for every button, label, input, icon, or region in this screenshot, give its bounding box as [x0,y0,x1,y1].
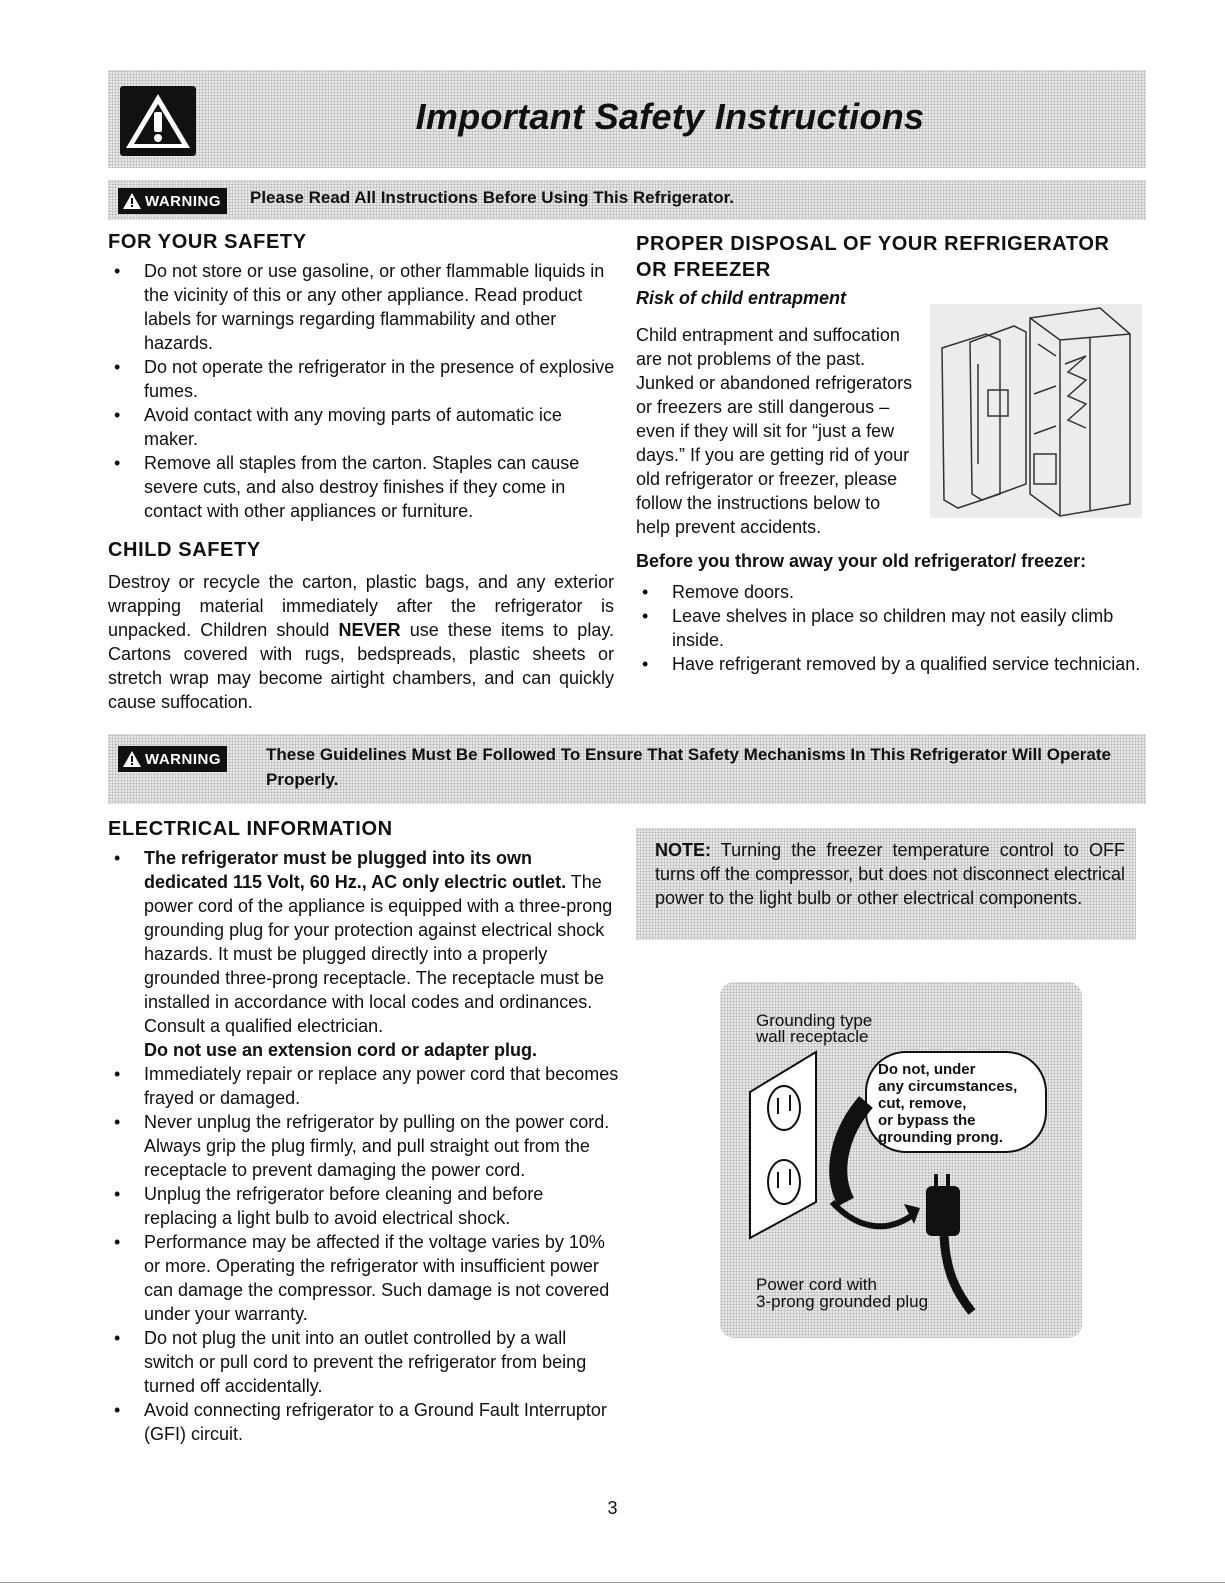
warning-badge [118,746,227,772]
list-item: • Unplug the refrigerator before cleaning and before replacing a light bulb to avoid electrical shock. [108,1182,620,1230]
list-item: • Do not plug the unit into an outlet controlled by a wall switch or pull cord to prevent the refrigerator from being turned off accidentally. [108,1326,620,1398]
warning-badge-label: WARNING [145,192,221,210]
text: use these items to play. Cartons covered with rugs, bedspreads, plastic sheets or stretch wrap may become airtight chambers, and can quickly cause suffocation. [108,620,614,712]
list-item: • Avoid contact with any moving parts of automatic ice maker. [108,403,618,451]
refrigerator-illustration [930,304,1142,518]
warning-badge [118,188,227,214]
callout-text: cut, remove, [878,1095,967,1112]
text: The power cord of the appliance is equipped with a three-prong grounding plug for your protection against electrical shock hazards. It must be plugged directly into a properly grounded three-prong receptacle. The receptacle must be installed in accordance with local codes and ordinances. Consult a qualified electrician. [144,872,613,1036]
callout-text: or bypass the [878,1112,976,1129]
list-item: • Leave shelves in place so children may not easily climb inside. [636,604,1146,652]
warning-triangle-icon [122,192,142,210]
bold-text: Do not use an extension cord or adapter plug. [144,1040,538,1060]
paragraph [108,570,614,714]
list-item [108,846,620,1062]
paragraph: Child entrapment and suffocation are not problems of the past. Junked or abandoned refrigerators or freezers are still dangerous – even if they will sit for “just a few days.” If you are getting rid of your old refrigerator or freezer, please follow the instructions below to help prevent accidents. [636,325,913,537]
warning-triangle-icon [120,86,196,156]
list-item: • Do not operate the refrigerator in the presence of explosive fumes. [108,355,618,403]
warning-text: Please Read All Instructions Before Using This Refrigerator. [250,188,734,207]
plug-label: 3-prong grounded plug [756,1292,929,1311]
callout-text: grounding prong. [878,1129,1003,1146]
section-heading: ELECTRICAL INFORMATION [108,818,393,840]
safety-list [108,259,618,523]
subheading: Risk of child entrapment [636,288,847,308]
divider [0,1582,1225,1583]
warning-badge-label: WARNING [145,750,221,768]
emphasis: NEVER [338,620,401,640]
subheading: Before you throw away your old refrigerator/ freezer: [636,551,1087,571]
warning-triangle-icon [122,750,142,768]
list-item: • Immediately repair or replace any power cord that becomes frayed or damaged. [108,1062,620,1110]
page-title: Important Safety Instructions [415,96,925,137]
callout-text: Do not, under [878,1061,976,1078]
text: Turning the freezer temperature control to OFF turns off the compressor, but does not disconnect electrical power to the light bulb or other electrical components. [655,840,1125,908]
section-heading: FOR YOUR SAFETY [108,231,307,253]
receptacle-label: wall receptacle [756,1027,869,1046]
page-number: 3 [607,1498,618,1518]
bold-text: The refrigerator must be plugged into its own dedicated 115 Volt, 60 Hz., AC only electric outlet. [144,848,567,892]
list-item: • Do not store or use gasoline, or other flammable liquids in the vicinity of this or any other appliance. Read product labels for warnings regarding flammability and other hazards. [108,259,618,355]
list-item: • Performance may be affected if the voltage varies by 10% or more. Operating the refrigerator with insufficient power can damage the compressor. Such damage is not covered under your warranty. [108,1230,620,1326]
list-item: • Remove doors. [636,580,1146,604]
list-item: • Remove all staples from the carton. Staples can cause severe cuts, and also destroy finishes if they come in contact with other appliances or furniture. [108,451,618,523]
plug-label: Power cord with [756,1275,877,1294]
list-item: • Never unplug the refrigerator by pulling on the power cord. Always grip the plug firmly, and pull straight out from the receptacle to prevent damaging the power cord. [108,1110,620,1182]
callout-text: any circumstances, [878,1078,1018,1095]
note-text [655,838,1125,910]
section-heading: CHILD SAFETY [108,539,261,561]
list-item: • Have refrigerant removed by a qualified service technician. [636,652,1146,676]
electrical-list [108,846,620,1446]
warning-text: These Guidelines Must Be Followed To Ensure That Safety Mechanisms In This Refrigerator Will Operate Properly. [266,745,1111,789]
outlet-illustration [720,982,1082,1338]
list-item: • Avoid connecting refrigerator to a Ground Fault Interruptor (GFI) circuit. [108,1398,620,1446]
note-label: NOTE: [655,840,711,860]
section-heading: PROPER DISPOSAL OF YOUR REFRIGERATOR OR FREEZER [636,233,1110,281]
disposal-list [636,580,1146,676]
text: Destroy or recycle the carton, plastic bags, and any exterior wrapping material immediately after the refrigerator is unpacked. Children should [108,572,614,640]
receptacle-label: Grounding type [756,1011,873,1030]
